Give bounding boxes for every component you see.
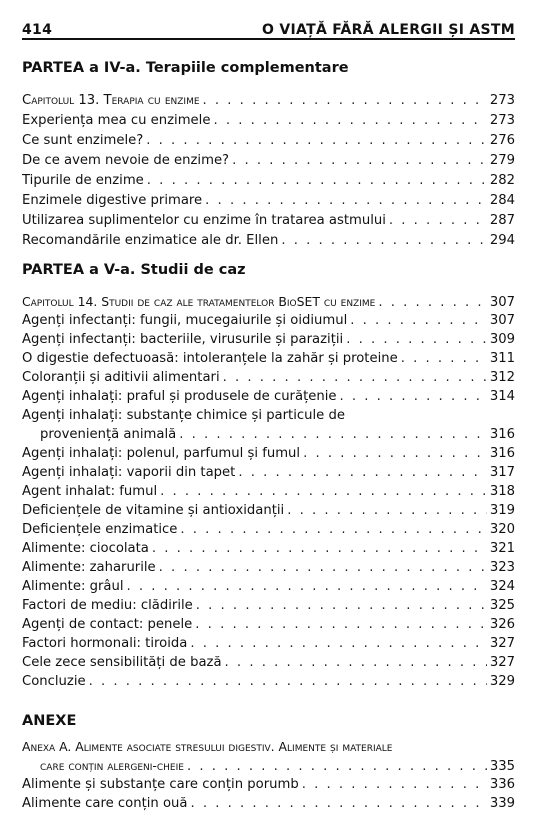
dot-leader bbox=[303, 444, 487, 464]
toc-entry[interactable] bbox=[22, 615, 515, 635]
dot-leader bbox=[339, 387, 486, 407]
toc-entry[interactable] bbox=[22, 463, 515, 483]
dot-leader bbox=[196, 596, 487, 616]
toc-entry-page: 325 bbox=[489, 598, 515, 613]
dot-leader bbox=[190, 794, 486, 814]
toc-entry-title: Factori de mediu: clădirile bbox=[22, 598, 193, 613]
toc-entry[interactable] bbox=[22, 151, 515, 171]
toc-entry-title: Ce sunt enzimele? bbox=[22, 133, 144, 148]
toc-entry-page: 309 bbox=[489, 332, 515, 347]
toc-entry[interactable] bbox=[22, 501, 515, 521]
toc-entry-title: O digestie defectuoasă: intoleranțele la zahăr și proteine bbox=[22, 351, 398, 366]
toc-entry-page: 321 bbox=[489, 541, 515, 556]
toc-entry-title: Agenți infectanți: bacteriile, virusurile și paraziții bbox=[22, 332, 344, 347]
dot-leader bbox=[213, 111, 486, 131]
toc-entry[interactable] bbox=[22, 91, 515, 111]
toc-entry[interactable] bbox=[22, 520, 515, 540]
toc-entry-first-line: Agenți inhalați: substanțe chimice și particule de bbox=[22, 408, 345, 423]
toc-entry-page: 279 bbox=[489, 153, 515, 168]
toc-entry-page: 327 bbox=[489, 655, 515, 670]
toc-entry[interactable] bbox=[22, 558, 515, 578]
toc-entry[interactable] bbox=[22, 482, 515, 502]
dot-leader bbox=[190, 634, 487, 654]
toc-entry-title: proveniență animală bbox=[40, 427, 177, 442]
toc-entry-title: Agenți inhalați: vaporii din tapet bbox=[22, 465, 236, 480]
toc-entry[interactable] bbox=[22, 539, 515, 559]
toc-entry-page: 336 bbox=[489, 777, 515, 792]
toc-entry[interactable] bbox=[22, 653, 515, 673]
toc-entry-page: 307 bbox=[489, 313, 515, 328]
toc-entry-page: 335 bbox=[489, 759, 515, 774]
toc-entry-title: Deficiențele enzimatice bbox=[22, 522, 178, 537]
toc-entry-page: 276 bbox=[489, 133, 515, 148]
toc-entry-page: 294 bbox=[489, 233, 515, 248]
dot-leader bbox=[152, 539, 487, 559]
section-title-part-4: PARTEA a IV-a. Terapiile complementare bbox=[22, 60, 349, 76]
toc-entry-title: Cele zece sensibilități de bază bbox=[22, 655, 222, 670]
dot-leader bbox=[287, 501, 487, 521]
toc-entry[interactable] bbox=[22, 171, 515, 191]
toc-entry[interactable] bbox=[22, 775, 515, 795]
toc-entry[interactable] bbox=[22, 387, 515, 407]
toc-entry[interactable] bbox=[22, 349, 515, 369]
dot-leader bbox=[160, 482, 487, 502]
dot-leader bbox=[147, 171, 487, 191]
dot-leader bbox=[378, 293, 487, 313]
dot-leader bbox=[346, 330, 487, 350]
toc-entry-page: 329 bbox=[489, 674, 515, 689]
toc-entry-page: 273 bbox=[489, 113, 515, 128]
dot-leader bbox=[159, 558, 487, 578]
toc-entry[interactable] bbox=[22, 292, 515, 313]
toc-entry[interactable] bbox=[22, 596, 515, 616]
toc-entry[interactable] bbox=[22, 311, 515, 331]
toc-entry-page: 319 bbox=[489, 503, 515, 518]
dot-leader bbox=[223, 368, 487, 388]
toc-entry-page: 318 bbox=[489, 484, 515, 499]
toc-entry-title: Concluzie bbox=[22, 674, 86, 689]
toc-entry-page: 327 bbox=[489, 636, 515, 651]
toc-entry-page: 287 bbox=[489, 213, 515, 228]
toc-entry-page: 273 bbox=[489, 93, 515, 108]
toc-entry-page: 316 bbox=[489, 427, 515, 442]
toc-entry-title: Agenți inhalați: polenul, parfumul și fumul bbox=[22, 446, 301, 461]
dot-leader bbox=[281, 231, 487, 251]
toc-entry-title: Alimente: zaharurile bbox=[22, 560, 156, 575]
dot-leader bbox=[180, 520, 486, 540]
toc-entry[interactable] bbox=[22, 131, 515, 151]
toc-entry-title: Utilizarea suplimentelor cu enzime în tratarea astmului bbox=[22, 213, 386, 228]
dot-leader bbox=[401, 349, 487, 369]
section-title-annexes: ANEXE bbox=[22, 713, 77, 729]
toc-entry-page: 284 bbox=[489, 193, 515, 208]
dot-leader bbox=[89, 672, 487, 692]
toc-entry-title: Agenți de contact: penele bbox=[22, 617, 193, 632]
toc-entry[interactable] bbox=[22, 111, 515, 131]
toc-entry-title: Capitolul 14. Studii de caz ale tratamentelor BioSET cu enzime bbox=[22, 294, 376, 309]
toc-entry-page: 323 bbox=[489, 560, 515, 575]
toc-entry-title: Deficiențele de vitamine și antioxidanții bbox=[22, 503, 285, 518]
dot-leader bbox=[350, 311, 487, 331]
dot-leader bbox=[126, 577, 486, 597]
dot-leader bbox=[238, 463, 487, 483]
dot-leader bbox=[146, 131, 487, 151]
toc-entry[interactable] bbox=[40, 425, 515, 445]
dot-leader bbox=[195, 615, 487, 635]
toc-entry-page: 320 bbox=[489, 522, 515, 537]
toc-entry[interactable] bbox=[22, 368, 515, 388]
dot-leader bbox=[203, 91, 487, 111]
toc-entry-page: 317 bbox=[489, 465, 515, 480]
toc-entry[interactable] bbox=[22, 794, 515, 814]
toc-entry-title: De ce avem nevoie de enzime? bbox=[22, 153, 230, 168]
toc-entry-title: Alimente: ciocolata bbox=[22, 541, 149, 556]
toc-entry-title: Agenți inhalați: praful și produsele de curățenie bbox=[22, 389, 337, 404]
toc-entry-page: 324 bbox=[489, 579, 515, 594]
toc-entry[interactable] bbox=[22, 211, 515, 231]
toc-entry[interactable] bbox=[22, 577, 515, 597]
toc-entry-title: Alimente și substanțe care conțin porumb bbox=[22, 777, 299, 792]
toc-entry-title: Tipurile de enzime bbox=[22, 173, 144, 188]
toc-entry[interactable] bbox=[22, 191, 515, 211]
toc-entry-title: Experiența mea cu enzimele bbox=[22, 113, 211, 128]
toc-entry-page: 326 bbox=[489, 617, 515, 632]
toc-entry-title: Recomandările enzimatice ale dr. Ellen bbox=[22, 233, 279, 248]
toc-entry-page: 314 bbox=[489, 389, 515, 404]
toc-entry-page: 311 bbox=[489, 351, 515, 366]
toc-entry-page: 339 bbox=[489, 796, 515, 811]
running-header bbox=[22, 16, 515, 40]
section-title-part-5: PARTEA a V-a. Studii de caz bbox=[22, 262, 246, 278]
dot-leader bbox=[225, 653, 487, 673]
toc-entry[interactable] bbox=[22, 330, 515, 350]
toc-entry[interactable] bbox=[40, 756, 515, 777]
toc-entry-title: Agenți infectanți: fungii, mucegaiurile și oidiumul bbox=[22, 313, 348, 328]
toc-entry[interactable] bbox=[22, 444, 515, 464]
toc-entry-page: 316 bbox=[489, 446, 515, 461]
dot-leader bbox=[232, 151, 487, 171]
dot-leader bbox=[302, 775, 487, 795]
toc-entry-page: 312 bbox=[489, 370, 515, 385]
dot-leader bbox=[179, 425, 487, 445]
toc-entry-title: Alimente care conțin ouă bbox=[22, 796, 188, 811]
dot-leader bbox=[205, 191, 487, 211]
toc-entry-first-line: Anexa A. Alimente asociate stresului digestiv. Alimente și materiale bbox=[22, 739, 393, 754]
toc-entry-title: care conțin alergeni-cheie bbox=[40, 758, 184, 773]
toc-entry-page: 282 bbox=[489, 173, 515, 188]
dot-leader bbox=[389, 211, 487, 231]
toc-entry-title: Alimente: grâul bbox=[22, 579, 124, 594]
toc-entry[interactable] bbox=[22, 231, 515, 251]
toc-entry-title: Coloranții și aditivii alimentari bbox=[22, 370, 220, 385]
toc-entry-title: Enzimele digestive primare bbox=[22, 193, 203, 208]
toc-entry-title: Agent inhalat: fumul bbox=[22, 484, 158, 499]
toc-entry-page: 307 bbox=[489, 295, 515, 310]
toc-entry-title: Capitolul 13. Terapia cu enzime bbox=[22, 93, 200, 108]
dot-leader bbox=[187, 757, 487, 777]
book-title: O VIAȚĂ FĂRĂ ALERGII ȘI ASTM bbox=[262, 22, 515, 38]
page-number: 414 bbox=[22, 22, 53, 38]
toc-entry-title: Factori hormonali: tiroida bbox=[22, 636, 188, 651]
toc-entry[interactable] bbox=[22, 634, 515, 654]
toc-entry[interactable] bbox=[22, 672, 515, 692]
